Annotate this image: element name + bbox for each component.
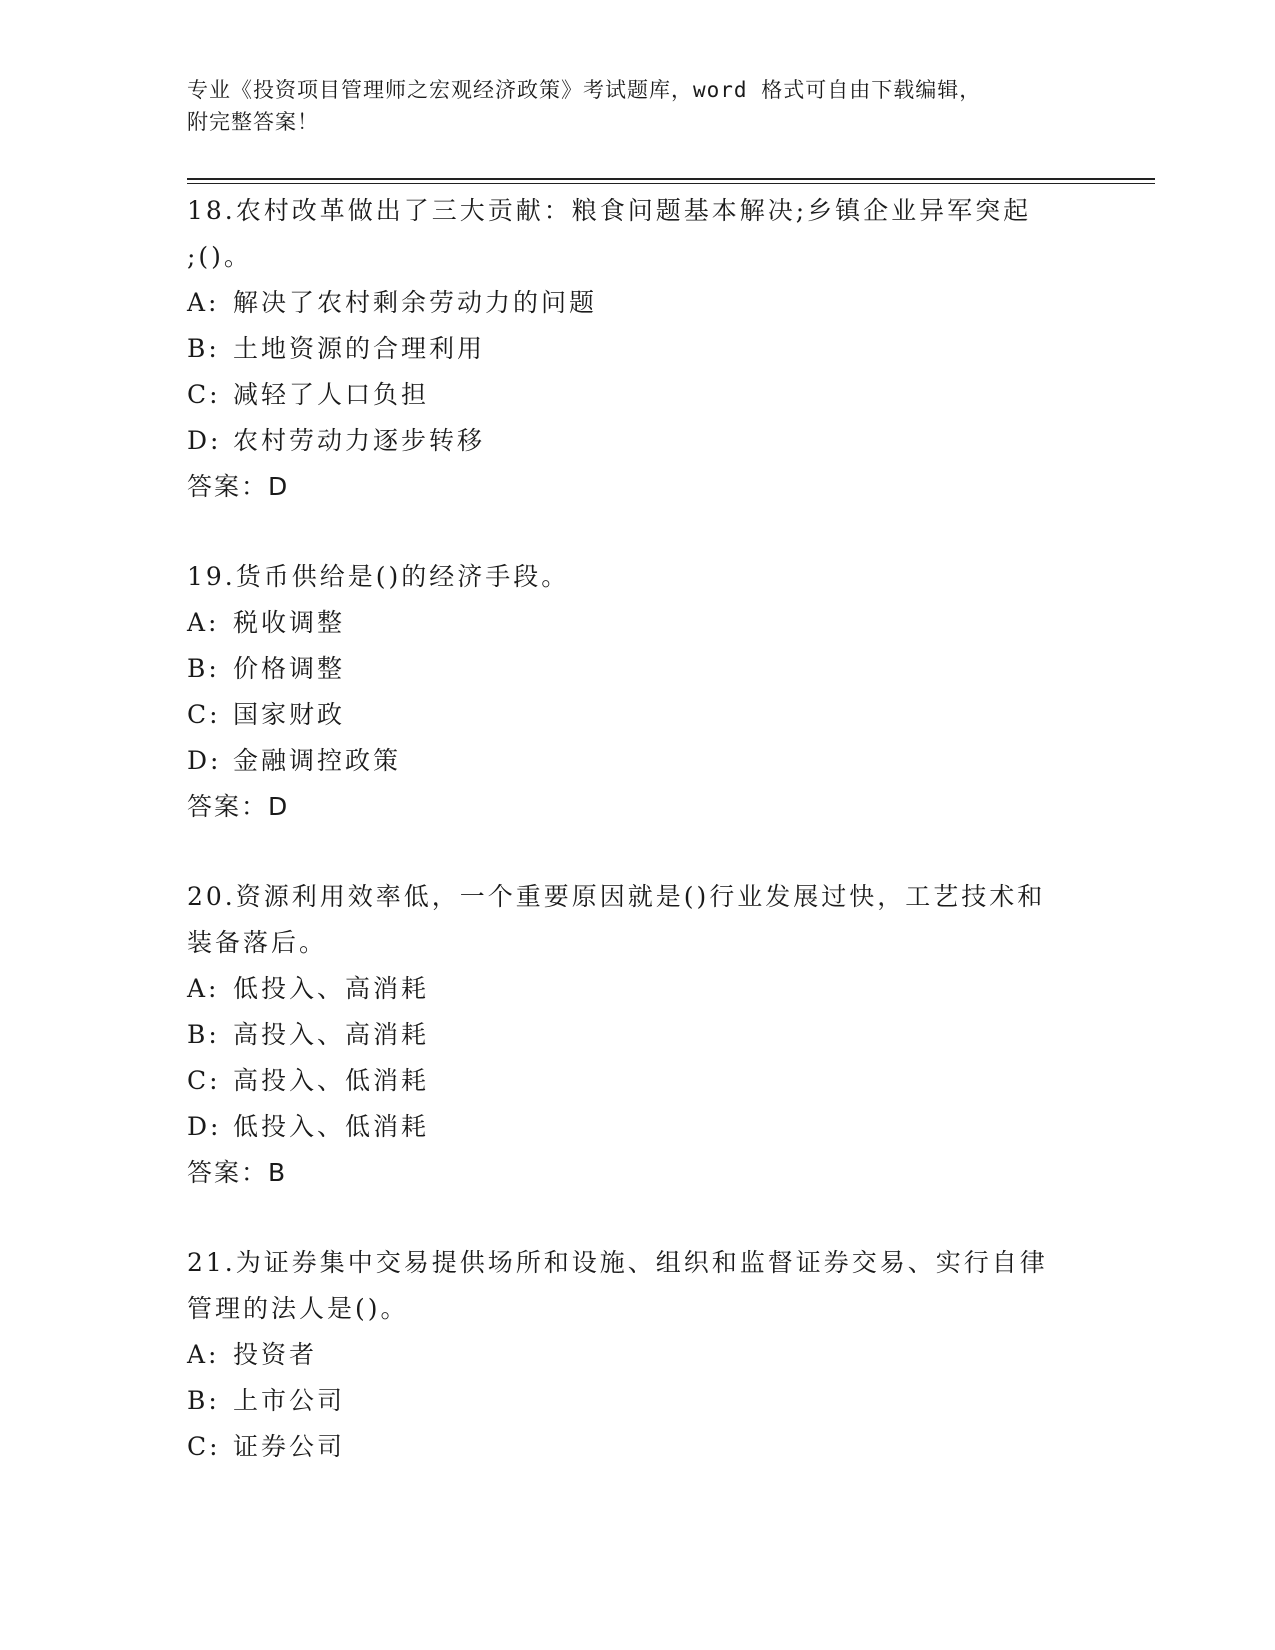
header-line-1: 专业《投资项目管理师之宏观经济政策》考试题库，word 格式可自由下载编辑，	[187, 78, 982, 102]
option-key: B:	[187, 654, 220, 683]
option-text: 国家财政	[233, 700, 346, 729]
answer-line: 答案：D	[187, 792, 290, 821]
option-d	[187, 738, 1087, 784]
option-key: B:	[187, 334, 220, 363]
option-d	[187, 1104, 1087, 1150]
option-c	[187, 1424, 1087, 1470]
question-list	[187, 188, 1087, 1514]
option-key: C:	[187, 1066, 221, 1095]
option-text: 上市公司	[233, 1386, 346, 1415]
option-text: 高投入、高消耗	[233, 1020, 430, 1049]
option-d	[187, 418, 1087, 464]
option-b	[187, 326, 1087, 372]
option-key: D:	[187, 746, 222, 775]
option-text: 减轻了人口负担	[233, 380, 430, 409]
option-key: B:	[187, 1386, 220, 1415]
question-stem: 19.货币供给是()的经济手段。	[187, 562, 570, 591]
option-key: A:	[187, 1340, 220, 1369]
option-key: B:	[187, 1020, 220, 1049]
question-stem: 18.农村改革做出了三大贡献：粮食问题基本解决;乡镇企业异军突起	[187, 196, 1032, 225]
option-key: A:	[187, 608, 220, 637]
question-stem: 20.资源利用效率低，一个重要原因就是()行业发展过快，工艺技术和	[187, 882, 1046, 911]
option-text: 农村劳动力逐步转移	[233, 426, 486, 455]
option-text: 高投入、低消耗	[233, 1066, 430, 1095]
answer-line: 答案：B	[187, 1158, 288, 1187]
option-text: 低投入、高消耗	[233, 974, 430, 1003]
option-text: 价格调整	[233, 654, 346, 683]
question-21	[187, 1240, 1087, 1470]
header-divider-thin	[187, 183, 1155, 184]
option-key: C:	[187, 700, 221, 729]
question-stem: 21.为证券集中交易提供场所和设施、组织和监督证券交易、实行自律	[187, 1248, 1048, 1277]
option-a	[187, 1332, 1087, 1378]
option-text: 土地资源的合理利用	[233, 334, 486, 363]
question-19	[187, 554, 1087, 830]
option-b	[187, 646, 1087, 692]
option-c	[187, 372, 1087, 418]
option-text: 证券公司	[233, 1432, 346, 1461]
option-key: C:	[187, 380, 221, 409]
option-key: D:	[187, 1112, 222, 1141]
option-c	[187, 692, 1087, 738]
option-a	[187, 966, 1087, 1012]
question-20	[187, 874, 1087, 1196]
question-stem-continued: 管理的法人是()。	[187, 1294, 409, 1323]
header-line-2: 附完整答案！	[187, 110, 319, 134]
question-stem-continued: ;()。	[187, 242, 252, 271]
question-18	[187, 188, 1087, 510]
option-b	[187, 1012, 1087, 1058]
option-text: 投资者	[233, 1340, 318, 1369]
option-key: A:	[187, 974, 220, 1003]
option-text: 解决了农村剩余劳动力的问题	[233, 288, 598, 317]
document-header	[187, 74, 1067, 138]
option-text: 税收调整	[233, 608, 346, 637]
option-b	[187, 1378, 1087, 1424]
option-a	[187, 600, 1087, 646]
option-a	[187, 280, 1087, 326]
option-text: 低投入、低消耗	[233, 1112, 430, 1141]
header-divider-thick	[187, 178, 1155, 180]
question-stem-continued: 装备落后。	[187, 928, 328, 957]
option-c	[187, 1058, 1087, 1104]
option-text: 金融调控政策	[233, 746, 402, 775]
answer-line: 答案：D	[187, 472, 290, 501]
option-key: D:	[187, 426, 222, 455]
option-key: A:	[187, 288, 220, 317]
option-key: C:	[187, 1432, 221, 1461]
